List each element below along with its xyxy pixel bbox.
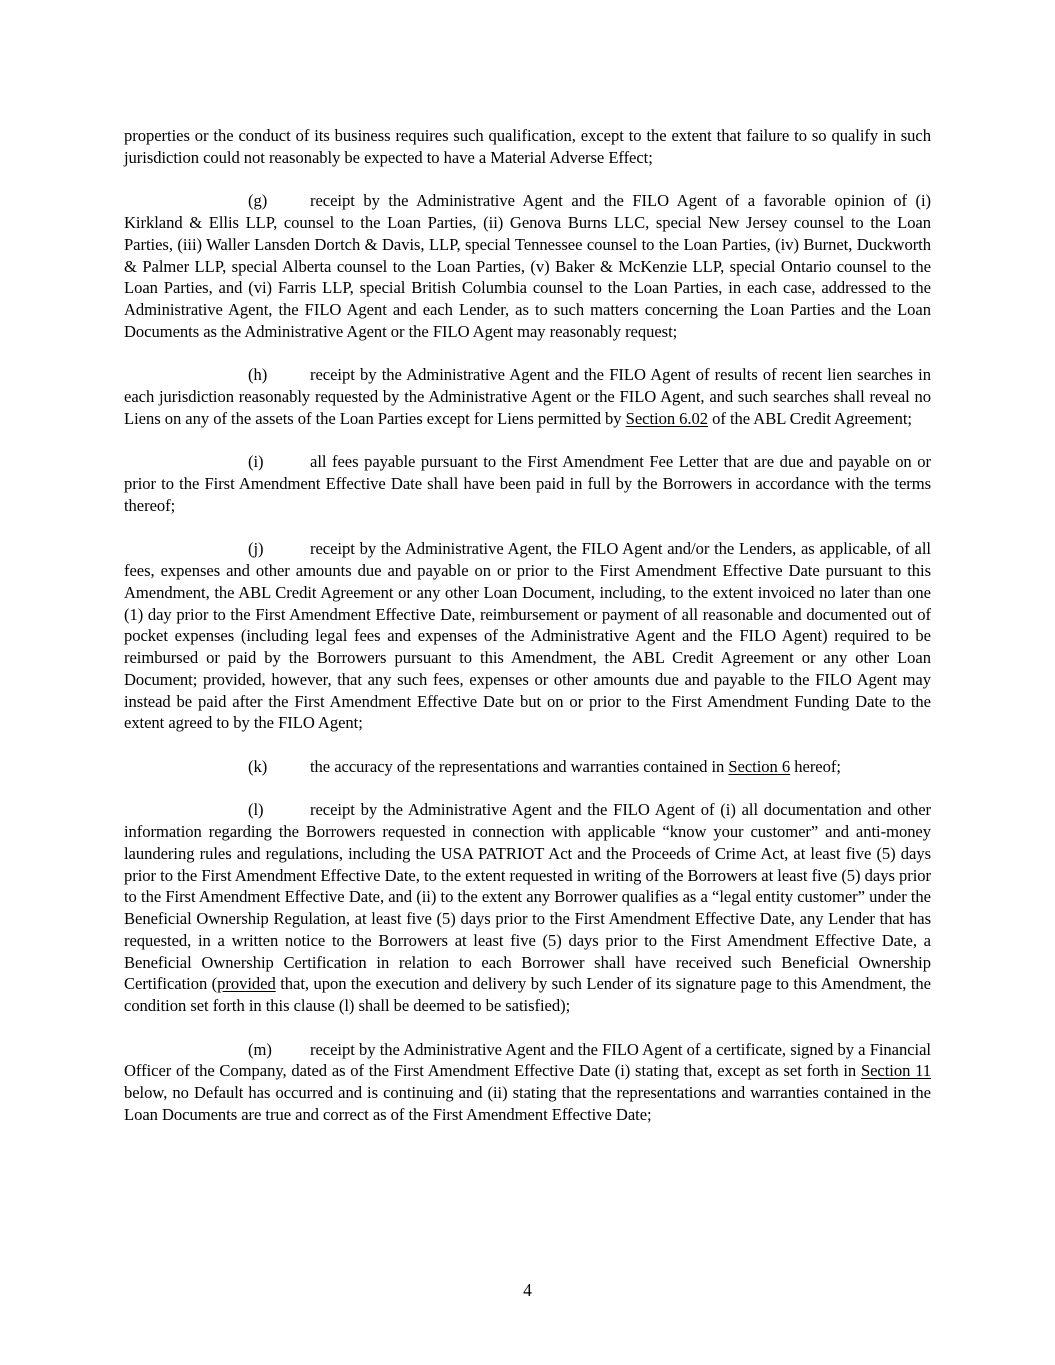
paragraph-text: receipt by the Administrative Agent and the FILO Agent of a certificate, signed by a Financial Officer of the Company, dated as of the First Amendment Effective Date (i) stating that, except as set forth in: [124, 1039, 931, 1081]
clause-label: (k): [248, 756, 268, 776]
section-reference: Section 11: [860, 1061, 932, 1081]
paragraph-text: properties or the conduct of its business requires such qualification, except to the extent that failure to so qualify in such jurisdiction could not reasonably be expected to have a Material Adverse Effect;: [124, 126, 931, 167]
paragraph-l: [124, 799, 931, 1017]
paragraph-text: receipt by the Administrative Agent and the FILO Agent of (i) all documentation and other information regarding the Borrowers requested in connection with applicable “know your customer” and anti-money laundering rules and regulations, including the USA PATRIOT Act and the Proceeds of Crime Act, at least five (5) days prior to the First Amendment Effective Date, to the extent requested in writing of the Borrowers at least five (5) days prior to the First Amendment Effective Date, and (ii) to the extent any Borrower qualifies as a “legal entity customer” under the Beneficial Ownership Regulation, at least five (5) days prior to the First Amendment Effective Date, any Lender that has requested, in a written notice to the Borrowers at least five (5) days prior to the First Amendment Effective Date, a Beneficial Ownership Certification in relation to each Borrower shall have received such Beneficial Ownership Certification (: [124, 800, 931, 994]
paragraph-g: [124, 190, 931, 342]
paragraph-text: receipt by the Administrative Agent and the FILO Agent of results of recent lien searches in each jurisdiction reasonably requested by the Administrative Agent or the FILO Agent, and such searches shall reveal no Liens on any of the assets of the Loan Parties except for Liens permitted by: [124, 365, 931, 428]
section-reference: Section 6.02: [625, 408, 709, 428]
clause-label: (l): [248, 800, 264, 820]
paragraph-text: receipt by the Administrative Agent, the FILO Agent and/or the Lenders, as applicable, of all fees, expenses and other amounts due and payable on or prior to the First Amendment Effective Date pursuant to this Amendment, the ABL Credit Agreement or any other Loan Document, including, to the extent invoiced no later than one (1) day prior to the First Amendment Effective Date, reimbursement or payment of all reasonable and documented out of pocket expenses (including legal fees and expenses of the Administrative Agent and the FILO Agent) required to be reimbursed or paid by the Borrowers pursuant to this Amendment, the ABL Credit Agreement or any other Loan Document; provided, however, that any such fees, expenses or other amounts due and payable to the FILO Agent may instead be paid after the First Amendment Effective Date but on or prior to the First Amendment Funding Date to the extent agreed to by the FILO Agent;: [124, 539, 931, 733]
paragraph-k: [124, 756, 931, 778]
section-reference: provided: [217, 974, 276, 994]
section-reference: Section 6: [728, 756, 791, 776]
paragraph-text: all fees payable pursuant to the First Amendment Fee Letter that are due and payable on or prior to the First Amendment Effective Date shall have been paid in full by the Borrowers in accordance with the terms thereof;: [124, 452, 931, 515]
paragraph-h: [124, 364, 931, 429]
clause-label: (h): [248, 365, 268, 385]
clause-label: (j): [248, 539, 264, 559]
paragraph-j: [124, 538, 931, 734]
paragraph-text: the accuracy of the representations and warranties contained in: [310, 756, 729, 776]
clause-label: (i): [248, 452, 264, 472]
paragraph-text: that, upon the execution and delivery by such Lender of its signature page to this Amendment, the condition set forth in this clause (l) shall be deemed to be satisfied);: [124, 974, 931, 1015]
paragraph-text: of the ABL Credit Agreement;: [708, 408, 912, 428]
clause-label: (g): [248, 191, 268, 211]
paragraph-i: [124, 451, 931, 516]
clause-label: (m): [248, 1039, 272, 1059]
paragraph-text: hereof;: [790, 756, 841, 776]
paragraph-m: [124, 1039, 931, 1126]
document-body: [124, 125, 931, 1147]
paragraph-continuation: [124, 125, 931, 169]
page-number: 4: [523, 1280, 532, 1300]
paragraph-text: receipt by the Administrative Agent and the FILO Agent of a favorable opinion of (i) Kirkland & Ellis LLP, counsel to the Loan Parties, (ii) Genova Burns LLC, special New Jersey counsel to the Loan Parties, (iii) Waller Lansden Dortch & Davis, LLP, special Tennessee counsel to the Loan Parties, (iv) Burnet, Duckworth & Palmer LLP, special Alberta counsel to the Loan Parties, (v) Baker & McKenzie LLP, special Ontario counsel to the Loan Parties, and (vi) Farris LLP, special British Columbia counsel to the Loan Parties, in each case, addressed to the Administrative Agent, the FILO Agent and each Lender, as to such matters concerning the Loan Parties and the Loan Documents as the Administrative Agent or the FILO Agent may reasonably request;: [124, 191, 931, 341]
paragraph-text: below, no Default has occurred and is continuing and (ii) stating that the representations and warranties contained in the Loan Documents are true and correct as of the First Amendment Effective Date;: [124, 1083, 931, 1124]
